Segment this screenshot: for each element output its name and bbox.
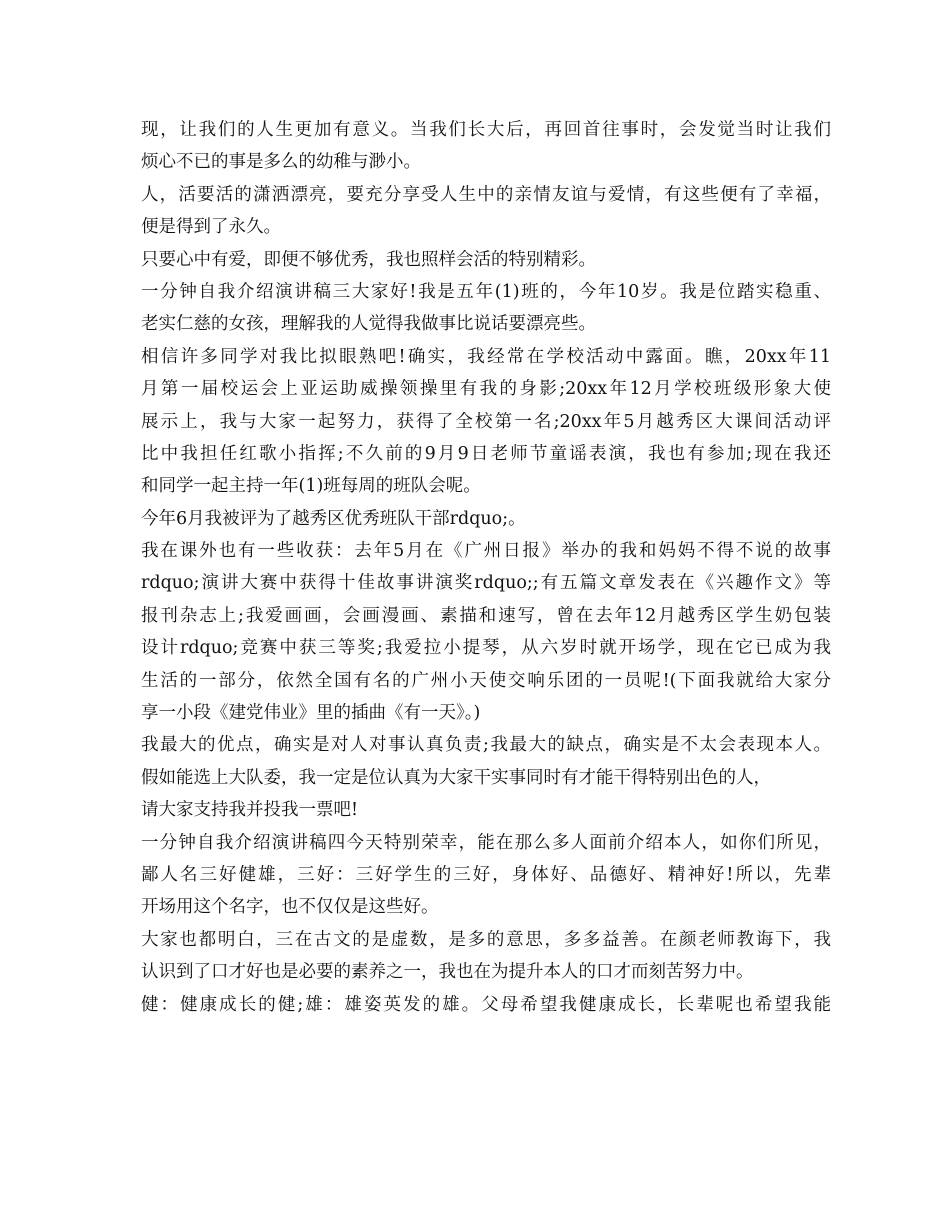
text-line: 相信许多同学对我比拟眼熟吧!确实，我经常在学校活动中露面。瞧，20xx年11 — [141, 346, 831, 367]
text-line: 开场用这个名字，也不仅仅是这些好。 — [141, 897, 439, 918]
text-line: 我最大的优点，确实是对人对事认真负责;我最大的缺点，确实是不太会表现本人。 — [141, 735, 831, 756]
text-line: 一分钟自我介绍演讲稿四今天特别荣幸，能在那么多人面前介绍本人，如你们所见， — [141, 832, 831, 853]
text-line: 请大家支持我并投我一票吧! — [141, 800, 359, 821]
text-line: 便是得到了永久。 — [141, 217, 281, 238]
text-line: 老实仁慈的女孩，理解我的人觉得我做事比说话要漂亮些。 — [141, 314, 596, 335]
text-line: 鄙人名三好健雄，三好：三好学生的三好，身体好、品德好、精神好!所以，先辈 — [141, 864, 831, 885]
text-line: 设计rdquo;竞赛中获三等奖;我爱拉小提琴，从六岁时就开场学，现在它已成为我 — [141, 638, 831, 659]
text-line: 我在课外也有一些收获：去年5月在《广州日报》举办的我和妈妈不得不说的故事 — [141, 541, 831, 562]
text-line: rdquo;演讲大赛中获得十佳故事讲演奖rdquo;;有五篇文章发表在《兴趣作文》等 — [141, 573, 831, 594]
text-line: 比中我担任红歌小指挥;不久前的9月9日老师节童谣表演，我也有参加;现在我还 — [141, 443, 831, 464]
text-line: 假如能选上大队委，我一定是位认真为大家干实事同时有才能干得特别出色的人， — [141, 767, 771, 788]
document-body — [141, 114, 831, 1021]
text-line: 现，让我们的人生更加有意义。当我们长大后，再回首往事时，会发觉当时让我们 — [141, 120, 831, 140]
text-line: 报刊杂志上;我爱画画，会画漫画、素描和速写，曾在去年12月越秀区学生奶包装 — [141, 605, 831, 626]
text-line: 大家也都明白，三在古文的是虚数，是多的意思，多多益善。在颜老师教诲下，我 — [141, 929, 831, 950]
text-line: 健：健康成长的健;雄：雄姿英发的雄。父母希望我健康成长，长辈呢也希望我能 — [141, 994, 831, 1015]
text-line: 生活的一部分，依然全国有名的广州小天使交响乐团的一员呢!(下面我就给大家分 — [141, 670, 831, 691]
text-line: 展示上，我与大家一起努力，获得了全校第一名;20xx年5月越秀区大课间活动评 — [141, 411, 831, 432]
text-line: 认识到了口才好也是必要的素养之一，我也在为提升本人的口才而刻苦努力中。 — [141, 962, 754, 983]
text-line: 月第一届校运会上亚运助威操领操里有我的身影;20xx年12月学校班级形象大使 — [141, 379, 831, 400]
text-line: 只要心中有爱，即便不够优秀，我也照样会活的特别精彩。 — [141, 249, 596, 270]
text-line: 今年6月我被评为了越秀区优秀班队干部rdquo;。 — [141, 508, 526, 529]
text-line: 人，活要活的潇洒漂亮，要充分享受人生中的亲情友谊与爱情，有这些便有了幸福， — [141, 184, 831, 205]
text-line: 享一小段《建党伟业》里的插曲《有一天》。) — [141, 703, 481, 724]
text-line: 一分钟自我介绍演讲稿三大家好!我是五年(1)班的，今年10岁。我是位踏实稳重、 — [141, 281, 831, 302]
text-line: 和同学一起主持一年(1)班每周的班队会呢。 — [141, 476, 481, 497]
text-line: 烦心不已的事是多么的幼稚与渺小。 — [141, 152, 421, 173]
